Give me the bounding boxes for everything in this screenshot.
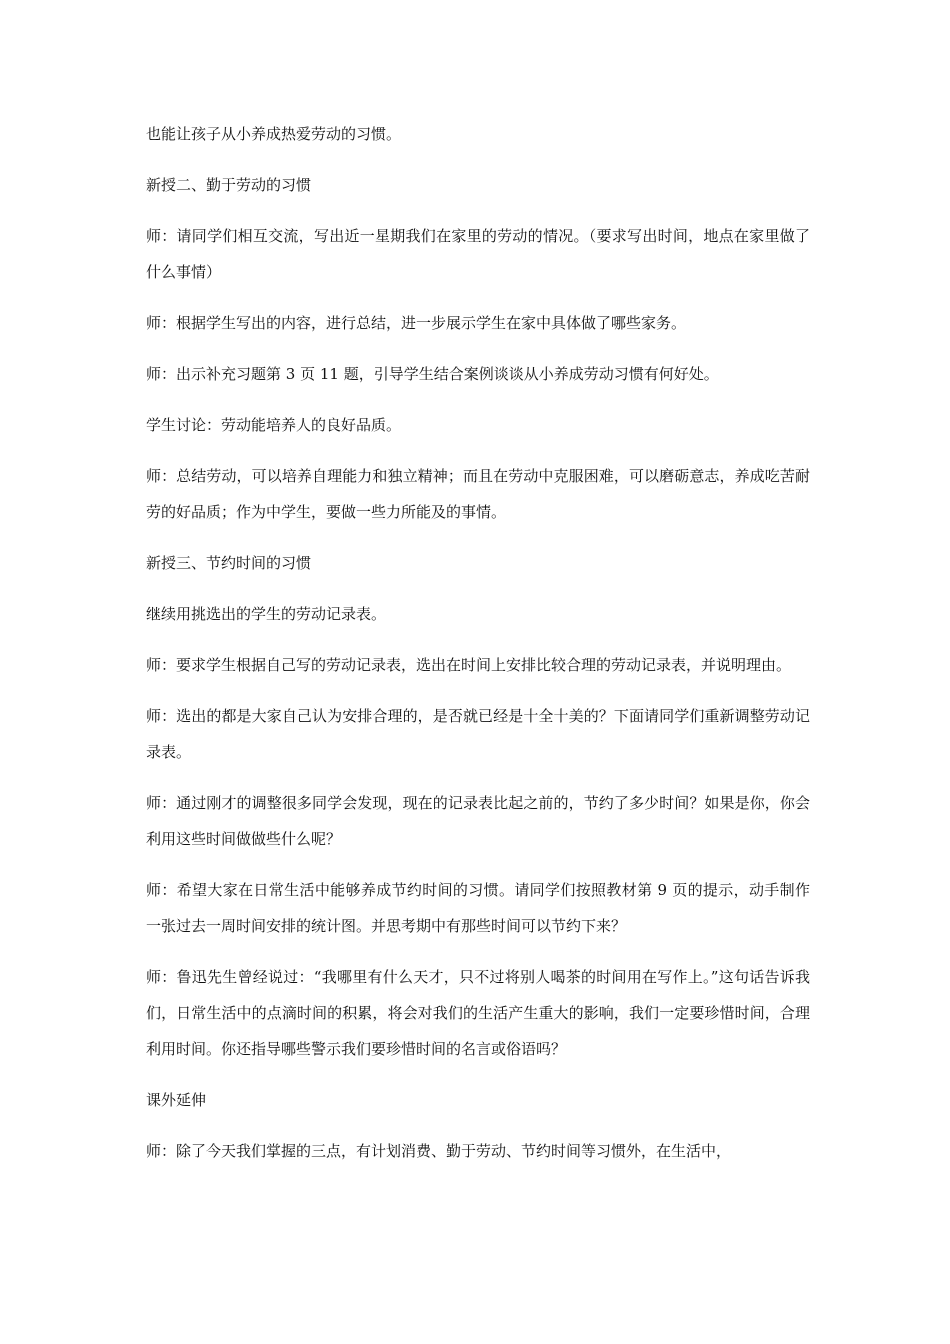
paragraph-teacher-exercise: 师：出示补充习题第 3 页 11 题，引导学生结合案例谈谈从小养成劳动习惯有何好处。 <box>146 365 719 383</box>
paragraph-teacher-statistics-chart: 师：希望大家在日常生活中能够养成节约时间的习惯。请同学们按照教材第 9 页的提示，动手制作一张过去一周时间安排的统计图。并思考期中有那些时间可以节约下来？ <box>146 881 810 935</box>
section-heading-extension: 课外延伸 <box>146 1091 207 1109</box>
paragraph-teacher-labor-conclusion: 师：总结劳动，可以培养自理能力和独立精神；而且在劳动中克服困难，可以磨砺意志，养成吃苦耐劳的好品质；作为中学生，要做一些力所能及的事情。 <box>146 467 810 521</box>
paragraph-teacher-extension: 师：除了今天我们掌握的三点，有计划消费、勤于劳动、节约时间等习惯外，在生活中， <box>146 1142 732 1160</box>
paragraph-teacher-summary: 师：根据学生写出的内容，进行总结，进一步展示学生在家中具体做了哪些家务。 <box>146 314 687 332</box>
paragraph-teacher-adjust-record: 师：选出的都是大家自己认为安排合理的，是否就已经是十全十美的？下面请同学们重新调整劳动记录表。 <box>146 707 810 761</box>
paragraph-student-discussion: 学生讨论：劳动能培养人的良好品质。 <box>146 416 402 434</box>
section-heading-saving-time: 新授三、节约时间的习惯 <box>146 554 312 572</box>
paragraph-teacher-lu-xun-quote: 师：鲁迅先生曾经说过：“我哪里有什么天才，只不过将别人喝茶的时间用在写作上。”这句话告诉我们，日常生活中的点滴时间的积累，将会对我们的生活产生重大的影响，我们一定要珍惜时间，合理利用时间。你还指导哪些警示我们要珍惜时间的名言或俗语吗？ <box>146 968 810 1058</box>
paragraph-teacher-select-record: 师：要求学生根据自己写的劳动记录表，选出在时间上安排比较合理的劳动记录表，并说明理由。 <box>146 656 792 674</box>
document-body <box>146 116 810 1184</box>
paragraph-continue-record: 继续用挑选出的学生的劳动记录表。 <box>146 605 387 623</box>
section-heading-diligent-labor: 新授二、勤于劳动的习惯 <box>146 176 312 194</box>
paragraph-teacher-time-saved: 师：通过刚才的调整很多同学会发现，现在的记录表比起之前的，节约了多少时间？如果是你，你会利用这些时间做做些什么呢？ <box>146 794 810 848</box>
paragraph-teacher-exchange: 师：请同学们相互交流，写出近一星期我们在家里的劳动的情况。（要求写出时间，地点在家里做了什么事情） <box>146 227 810 281</box>
paragraph-continuation: 也能让孩子从小养成热爱劳动的习惯。 <box>146 125 402 143</box>
